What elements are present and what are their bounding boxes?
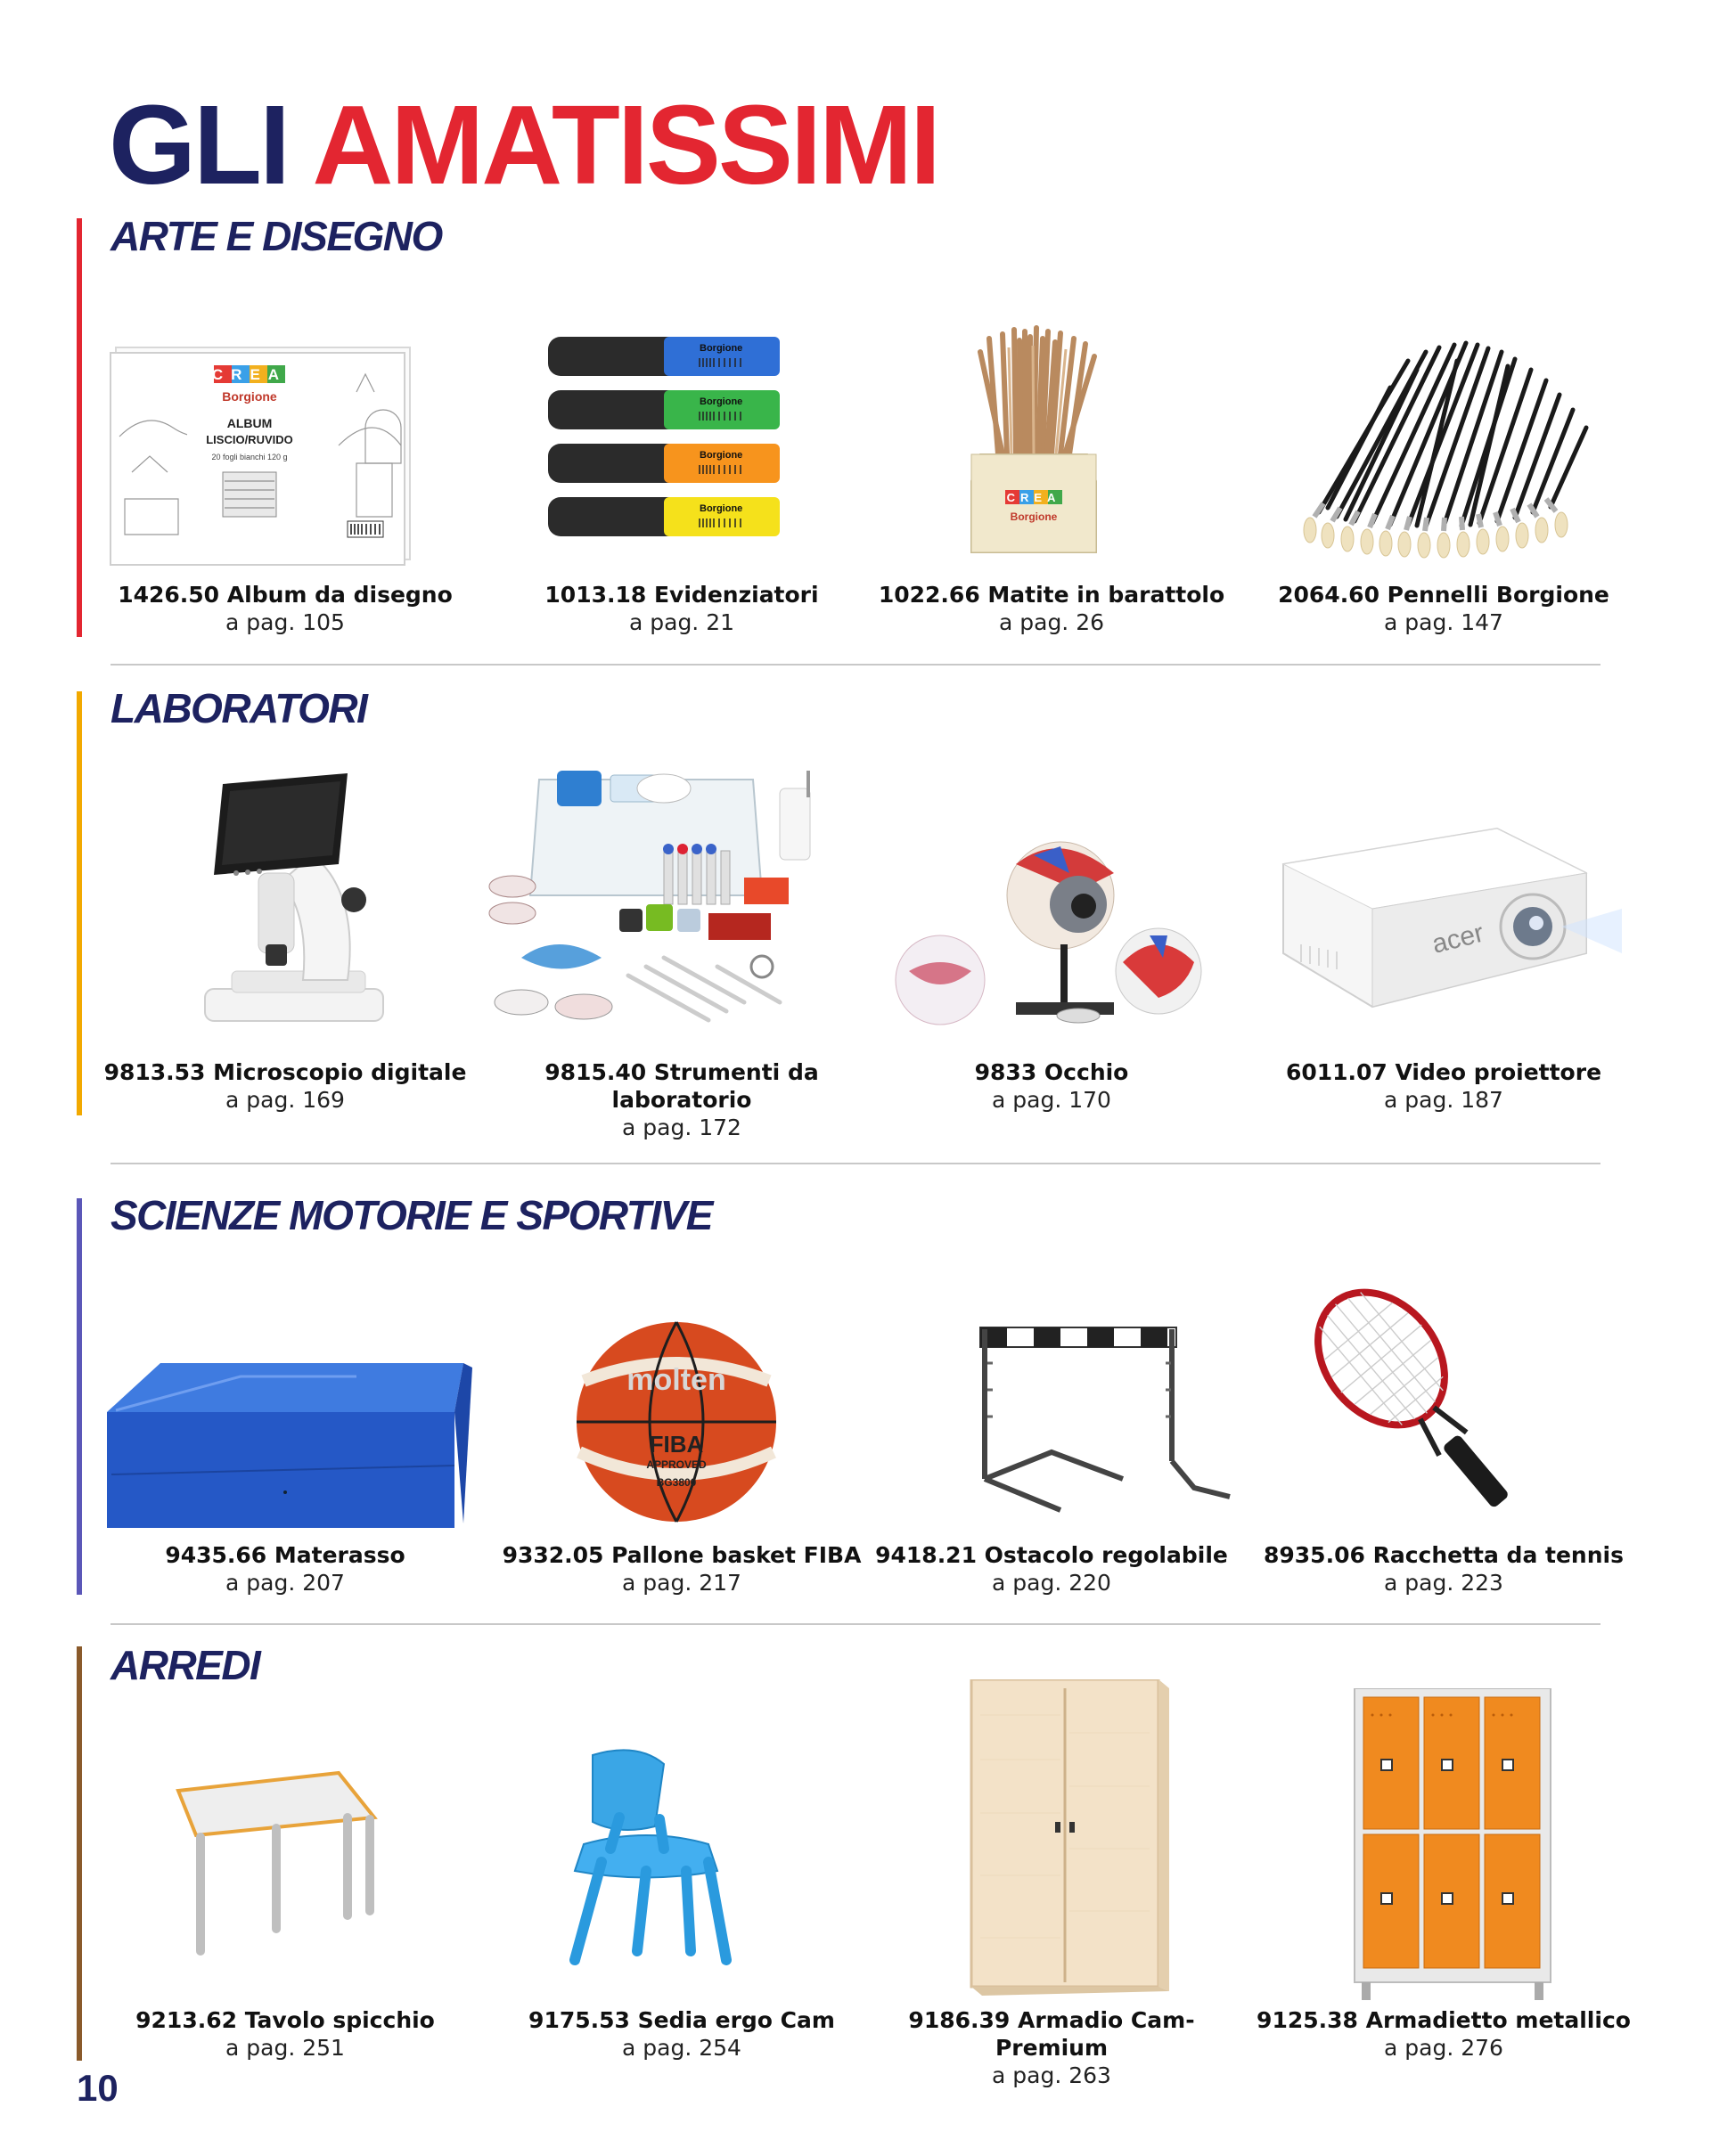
section-accent-bar	[77, 691, 82, 1115]
product-caption	[1248, 2006, 1640, 2062]
product-name: 1426.50 Album da disegno	[118, 582, 453, 608]
product-page: a pag. 169	[225, 1087, 345, 1113]
svg-text:Borgione: Borgione	[700, 343, 743, 354]
svg-text:molten: molten	[626, 1363, 726, 1397]
product-name-line2: laboratorio	[611, 1087, 752, 1113]
product-page: a pag. 223	[1384, 1570, 1503, 1596]
product-caption	[486, 1058, 878, 1141]
album-image	[89, 339, 481, 570]
product-caption	[486, 581, 878, 636]
hurdle-image	[856, 1310, 1248, 1532]
product-page: a pag. 251	[225, 2035, 345, 2061]
section-accent-bar	[77, 1646, 82, 2061]
product-caption	[856, 1058, 1248, 1114]
product-caption	[1248, 1058, 1640, 1114]
svg-text:APPROVED: APPROVED	[646, 1458, 707, 1471]
basketball-image	[486, 1319, 878, 1532]
svg-text:Borgione: Borgione	[700, 450, 743, 461]
svg-text:Borgione: Borgione	[222, 389, 277, 404]
pencils-image	[856, 321, 1248, 561]
mattress-image	[89, 1341, 481, 1537]
svg-text:Borgione: Borgione	[700, 396, 743, 407]
eye-model-image	[856, 837, 1248, 1042]
product-caption	[89, 581, 481, 636]
product-name: 1022.66 Matite in barattolo	[878, 582, 1225, 608]
svg-text:LISCIO/RUVIDO: LISCIO/RUVIDO	[206, 433, 293, 446]
svg-text:Borgione: Borgione	[1010, 510, 1058, 523]
svg-text:BG3800: BG3800	[656, 1476, 697, 1489]
product-name: 9332.05 Pallone basket FIBA	[502, 1542, 862, 1568]
product-name: 9213.62 Tavolo spicchio	[135, 2007, 435, 2033]
product-name: 1013.18 Evidenziatori	[544, 582, 819, 608]
locker-image	[1248, 1688, 1640, 2000]
svg-text:CREA: CREA	[211, 366, 288, 383]
product-caption	[89, 2006, 481, 2062]
product-page: a pag. 147	[1384, 609, 1503, 635]
product-caption	[89, 1058, 481, 1114]
microscope-image	[89, 766, 481, 1033]
product-page: a pag. 207	[225, 1570, 345, 1596]
projector-image	[1248, 820, 1640, 1033]
title-part-amatissimi: AMATISSIMI	[312, 82, 938, 208]
svg-text:FIBA: FIBA	[649, 1431, 704, 1458]
product-name: 9418.21 Ostacolo regolabile	[875, 1542, 1228, 1568]
section-title: SCIENZE MOTORIE E SPORTIVE	[111, 1192, 712, 1238]
product-page: a pag. 170	[992, 1087, 1111, 1113]
brushes-image	[1248, 325, 1640, 561]
product-name: 9813.53 Microscopio digitale	[103, 1059, 467, 1085]
section-divider	[111, 1623, 1600, 1625]
wardrobe-image	[856, 1679, 1248, 2000]
product-caption	[1248, 581, 1640, 636]
product-name: 9833 Occhio	[974, 1059, 1129, 1085]
product-page: a pag. 220	[992, 1570, 1111, 1596]
product-name: 9175.53 Sedia ergo Cam	[528, 2007, 835, 2033]
product-page: a pag. 26	[998, 609, 1105, 635]
product-page: a pag. 254	[622, 2035, 741, 2061]
product-page: a pag. 263	[992, 2062, 1111, 2088]
product-name: 9186.39 Armadio Cam-Premium	[908, 2007, 1195, 2061]
table-image	[89, 1764, 481, 1978]
svg-text:20 fogli bianchi 120 g: 20 fogli bianchi 120 g	[211, 453, 288, 461]
page-number: 10	[77, 2067, 119, 2109]
product-caption	[856, 2006, 1248, 2089]
product-name: 6011.07 Video proiettore	[1285, 1059, 1602, 1085]
product-name-line1: 9815.40 Strumenti da	[544, 1059, 819, 1085]
section-title: ARTE E DISEGNO	[111, 213, 442, 259]
section-title: ARREDI	[111, 1642, 260, 1688]
chair-image	[486, 1737, 878, 1978]
product-page: a pag. 21	[628, 609, 735, 635]
title-part-gli: GLI	[109, 82, 288, 208]
page-title	[109, 82, 938, 208]
product-caption	[856, 1541, 1248, 1597]
section-divider	[111, 664, 1600, 666]
lab-kit-image	[486, 753, 878, 1038]
product-caption	[89, 1541, 481, 1597]
section-accent-bar	[77, 1198, 82, 1595]
product-page: a pag. 276	[1384, 2035, 1503, 2061]
section-divider	[111, 1163, 1600, 1164]
svg-text:Borgione: Borgione	[700, 503, 743, 514]
product-page: a pag. 105	[225, 609, 345, 635]
tennis-racket-image	[1248, 1287, 1640, 1528]
svg-text:ALBUM: ALBUM	[226, 416, 273, 430]
product-caption	[486, 2006, 878, 2062]
product-caption	[856, 581, 1248, 636]
svg-text:acer: acer	[1429, 918, 1487, 960]
product-name: 9435.66 Materasso	[165, 1542, 405, 1568]
product-name: 9125.38 Armadietto metallico	[1257, 2007, 1631, 2033]
product-page: a pag. 187	[1384, 1087, 1503, 1113]
product-page: a pag. 217	[622, 1570, 741, 1596]
product-caption	[1248, 1541, 1640, 1597]
section-title: LABORATORI	[111, 685, 367, 731]
product-caption	[486, 1541, 878, 1597]
svg-text:CREA: CREA	[1006, 491, 1061, 504]
product-name: 2064.60 Pennelli Borgione	[1278, 582, 1609, 608]
product-name: 8935.06 Racchetta da tennis	[1264, 1542, 1624, 1568]
product-page: a pag. 172	[622, 1115, 741, 1140]
highlighters-image	[486, 330, 878, 561]
section-accent-bar	[77, 218, 82, 637]
